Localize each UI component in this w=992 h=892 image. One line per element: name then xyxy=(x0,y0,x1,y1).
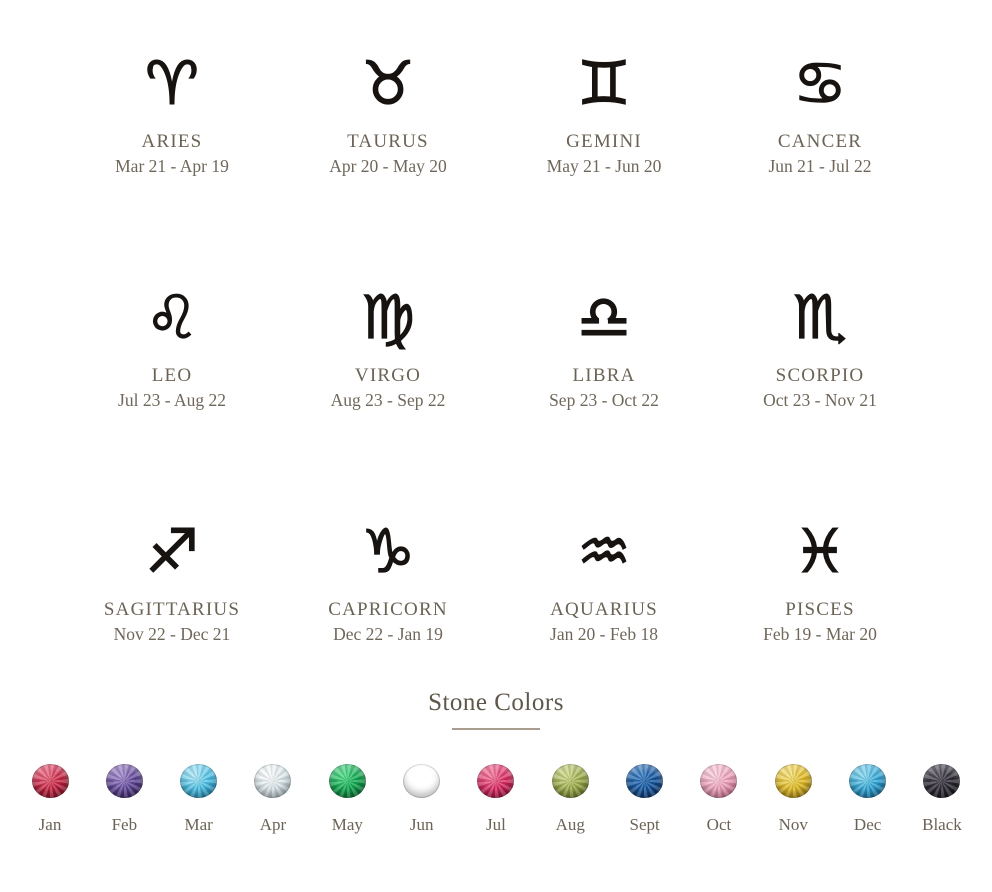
zodiac-cell-scorpio xyxy=(712,274,928,412)
gem-swatch-feb xyxy=(106,764,143,798)
gem-swatch-aug xyxy=(552,764,589,798)
aquarius-symbol-icon: ♒ xyxy=(577,517,631,587)
sign-name: AQUARIUS xyxy=(550,599,658,620)
gemini-symbol-icon: ♊ xyxy=(577,49,631,119)
gem-swatch-dec xyxy=(849,764,886,798)
sign-name: SCORPIO xyxy=(775,365,865,386)
sign-name: LEO xyxy=(151,365,193,386)
sign-name: GEMINI xyxy=(566,131,642,152)
gem-swatch-oct xyxy=(700,764,737,798)
gem-label: Sept xyxy=(629,815,660,834)
zodiac-cell-aquarius xyxy=(496,508,712,646)
sign-dates: Oct 23 - Nov 21 xyxy=(763,390,877,410)
gem-label: May xyxy=(331,815,363,834)
virgo-symbol-icon: ♍ xyxy=(361,283,415,353)
gem-label: Apr xyxy=(259,815,287,834)
sign-name: PISCES xyxy=(785,599,855,620)
sign-name: CAPRICORN xyxy=(328,599,448,620)
stone-item-jul xyxy=(472,764,520,835)
stone-item-dec xyxy=(844,764,892,835)
stone-item-feb xyxy=(100,764,148,835)
gem-label: Mar xyxy=(184,815,213,834)
sign-dates: Dec 22 - Jan 19 xyxy=(333,624,443,644)
stone-item-mar xyxy=(175,764,223,835)
gem-swatch-may xyxy=(329,764,366,798)
sign-name: VIRGO xyxy=(354,365,422,386)
taurus-symbol-icon: ♉ xyxy=(361,49,415,119)
capricorn-symbol-icon: ♑ xyxy=(361,517,415,587)
sign-dates: Aug 23 - Sep 22 xyxy=(330,390,446,410)
leo-symbol-icon: ♌ xyxy=(145,283,199,353)
sign-dates: Jul 23 - Aug 22 xyxy=(118,390,226,410)
gem-label: Jan xyxy=(38,815,62,834)
zodiac-cell-sagittarius xyxy=(64,508,280,646)
gem-label: Black xyxy=(922,815,962,834)
aries-symbol-icon: ♈ xyxy=(145,49,199,119)
gem-swatch-apr xyxy=(254,764,291,798)
gem-label: Feb xyxy=(111,815,138,834)
zodiac-cell-aries xyxy=(64,40,280,178)
zodiac-cell-libra xyxy=(496,274,712,412)
stone-item-aug xyxy=(546,764,594,835)
gem-label: Dec xyxy=(853,815,882,834)
zodiac-cell-taurus xyxy=(280,40,496,178)
stone-swatch-row xyxy=(0,764,992,835)
stone-item-black xyxy=(918,764,966,835)
sign-name: LIBRA xyxy=(572,365,636,386)
stone-item-nov xyxy=(769,764,817,835)
zodiac-cell-gemini xyxy=(496,40,712,178)
zodiac-cell-cancer xyxy=(712,40,928,178)
pisces-symbol-icon: ♓ xyxy=(793,517,847,587)
stone-item-oct xyxy=(695,764,743,835)
gem-swatch-jun xyxy=(403,764,440,798)
stone-colors-section xyxy=(0,688,992,730)
sign-dates: Nov 22 - Dec 21 xyxy=(113,624,231,644)
gem-swatch-black xyxy=(923,764,960,798)
sign-name: CANCER xyxy=(777,131,863,152)
sign-name: SAGITTARIUS xyxy=(103,599,241,620)
gem-label: Oct xyxy=(706,815,732,834)
sign-dates: Jun 21 - Jul 22 xyxy=(768,156,872,176)
sagittarius-symbol-icon: ♐ xyxy=(145,517,199,587)
gem-swatch-mar xyxy=(180,764,217,798)
sign-dates: Apr 20 - May 20 xyxy=(329,156,447,176)
gem-label: Nov xyxy=(778,815,808,834)
stone-colors-heading: Stone Colors xyxy=(428,689,564,716)
sign-dates: Sep 23 - Oct 22 xyxy=(549,390,659,410)
sign-dates: Jan 20 - Feb 18 xyxy=(550,624,658,644)
zodiac-cell-leo xyxy=(64,274,280,412)
libra-symbol-icon: ♎ xyxy=(577,283,631,353)
zodiac-cell-capricorn xyxy=(280,508,496,646)
stone-item-sept xyxy=(621,764,669,835)
gem-swatch-jul xyxy=(477,764,514,798)
gem-label: Jun xyxy=(409,815,434,834)
stone-item-jun xyxy=(398,764,446,835)
sign-dates: Mar 21 - Apr 19 xyxy=(115,156,229,176)
stone-item-apr xyxy=(249,764,297,835)
gem-swatch-sept xyxy=(626,764,663,798)
sign-dates: Feb 19 - Mar 20 xyxy=(763,624,877,644)
gem-swatch-jan xyxy=(32,764,69,798)
gem-label: Jul xyxy=(486,815,506,834)
sign-name: TAURUS xyxy=(347,131,429,152)
gem-swatch-nov xyxy=(775,764,812,798)
stone-item-may xyxy=(323,764,371,835)
scorpio-symbol-icon: ♏ xyxy=(793,283,847,353)
heading-underline xyxy=(452,728,540,730)
cancer-symbol-icon: ♋ xyxy=(793,49,847,119)
zodiac-cell-virgo xyxy=(280,274,496,412)
sign-name: ARIES xyxy=(141,131,203,152)
zodiac-cell-pisces xyxy=(712,508,928,646)
stone-item-jan xyxy=(26,764,74,835)
sign-dates: May 21 - Jun 20 xyxy=(546,156,662,176)
gem-label: Aug xyxy=(555,815,585,834)
